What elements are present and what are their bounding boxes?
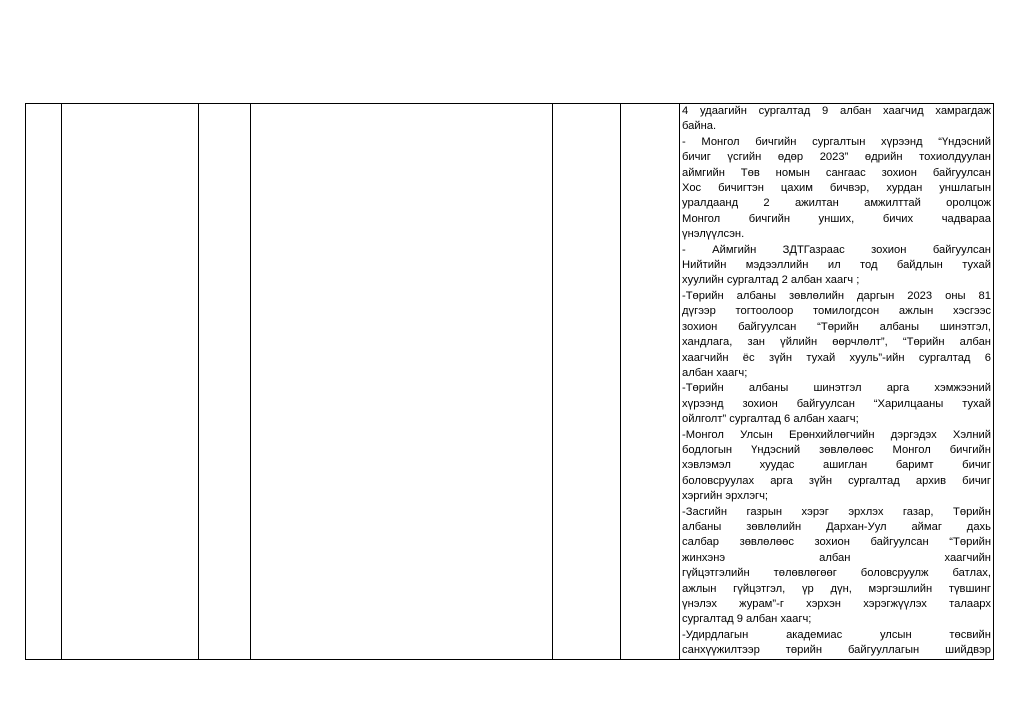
text-line: хандлага, зан үйлийн өөрчлөлт”, “Төрийн албан (682, 336, 991, 349)
text-line: хуулийн сургалтад 2 албан хаагч ; (682, 274, 860, 287)
cell-deadline (621, 104, 680, 660)
text-line: Хос бичигтэн цахим бичвэр, хурдан уншлагын (682, 182, 991, 195)
text-line: салбар зөвлөлөөс зохион байгуулсан “Төрийн (682, 536, 991, 549)
cell-code (199, 104, 251, 660)
text-line: сургалтад 9 албан хаагч; (682, 613, 812, 626)
text-line: -Засгийн газрын хэрэг эрхлэх газар, Төрийн (682, 505, 991, 518)
text-line: -Төрийн албаны зөвлөлийн даргын 2023 оны 81 (682, 289, 991, 302)
text-line: 4 удаагийн сургалтад 9 албан хаагчид хамрагдаж (682, 105, 991, 117)
text-line: санхүүжилтээр төрийн байгууллагын шийдвэр (682, 644, 991, 657)
text-line: дүгээр тогтоолоор томилогдсон ажлын хэсгээс (682, 305, 991, 318)
text-line: бичиг үсгийн өдөр 2023” өдрийн тохиолдуулан (682, 151, 991, 164)
text-line: албаны зөвлөлийн Дархан-Уул аймаг дахь (682, 520, 991, 533)
text-line: үнэлүүлсэн. (682, 228, 745, 241)
text-line: - Аймгийн ЗДТГазраас зохион байгуулсан (682, 243, 991, 256)
text-line: -Монгол Улсын Ерөнхийлөгчийн дэргэдэх Хэлний (682, 428, 991, 441)
text-line: хүрээнд зохион байгуулсан “Харилцааны тухай (682, 397, 991, 410)
text-line: зохион байгуулсан “Төрийн албаны шинэтгэл, (682, 320, 991, 333)
table-row (26, 104, 994, 660)
text-line: хэвлэмэл хуудас ашиглан баримт бичиг (682, 459, 991, 472)
text-line: гүйцэтгэлийн төлөвлөгөөг боловсруулж батлах, (682, 567, 991, 580)
text-line: хэргийн эрхлэгч; (682, 490, 769, 503)
text-line: уралдаанд 2 ажилтан амжилттай оролцож (682, 197, 991, 210)
report-table (25, 103, 994, 660)
text-line: жинхэнэ албан хаагчийн (682, 551, 991, 564)
cell-number (26, 104, 62, 660)
cell-indicator (553, 104, 621, 660)
text-line: байна. (682, 120, 717, 133)
cell-measure (251, 104, 553, 660)
text-line: - Монгол бичгийн сургалтын хүрээнд “Үндэсний (682, 135, 991, 148)
text-line: ойлголт” сургалтад 6 албан хаагч; (682, 413, 859, 426)
cell-performance-text (680, 104, 994, 660)
text-line: Нийтийн мэдээллийн ил тод байдлын тухай (682, 259, 991, 272)
performance-text (682, 104, 991, 659)
text-line: үнэлэх журам”-г хэрхэн хэрэгжүүлэх талаарх (682, 598, 991, 610)
text-line: Монгол бичгийн унших, бичих чадвараа (682, 212, 991, 225)
text-line: ажлын гүйцэтгэл, үр дүн, мэргэшлийн түвшинг (682, 582, 991, 595)
text-line: -Удирдлагын академиас улсын төсвийн (682, 628, 991, 641)
text-line: аймгийн Төв номын сангаас зохион байгуулсан (682, 166, 991, 179)
text-line: албан хаагч; (682, 366, 748, 379)
text-line: -Төрийн албаны шинэтгэл арга хэмжээний (682, 382, 991, 395)
text-line: хаагчийн ёс зүйн тухай хууль”-ийн сургалтад 6 (682, 351, 991, 364)
text-line: бодлогын Үндэсний зөвлөлөөс Монгол бичгийн (682, 443, 991, 456)
cell-goal (62, 104, 199, 660)
text-line: боловсруулах арга зүйн сургалтад архив бичиг (682, 474, 991, 487)
